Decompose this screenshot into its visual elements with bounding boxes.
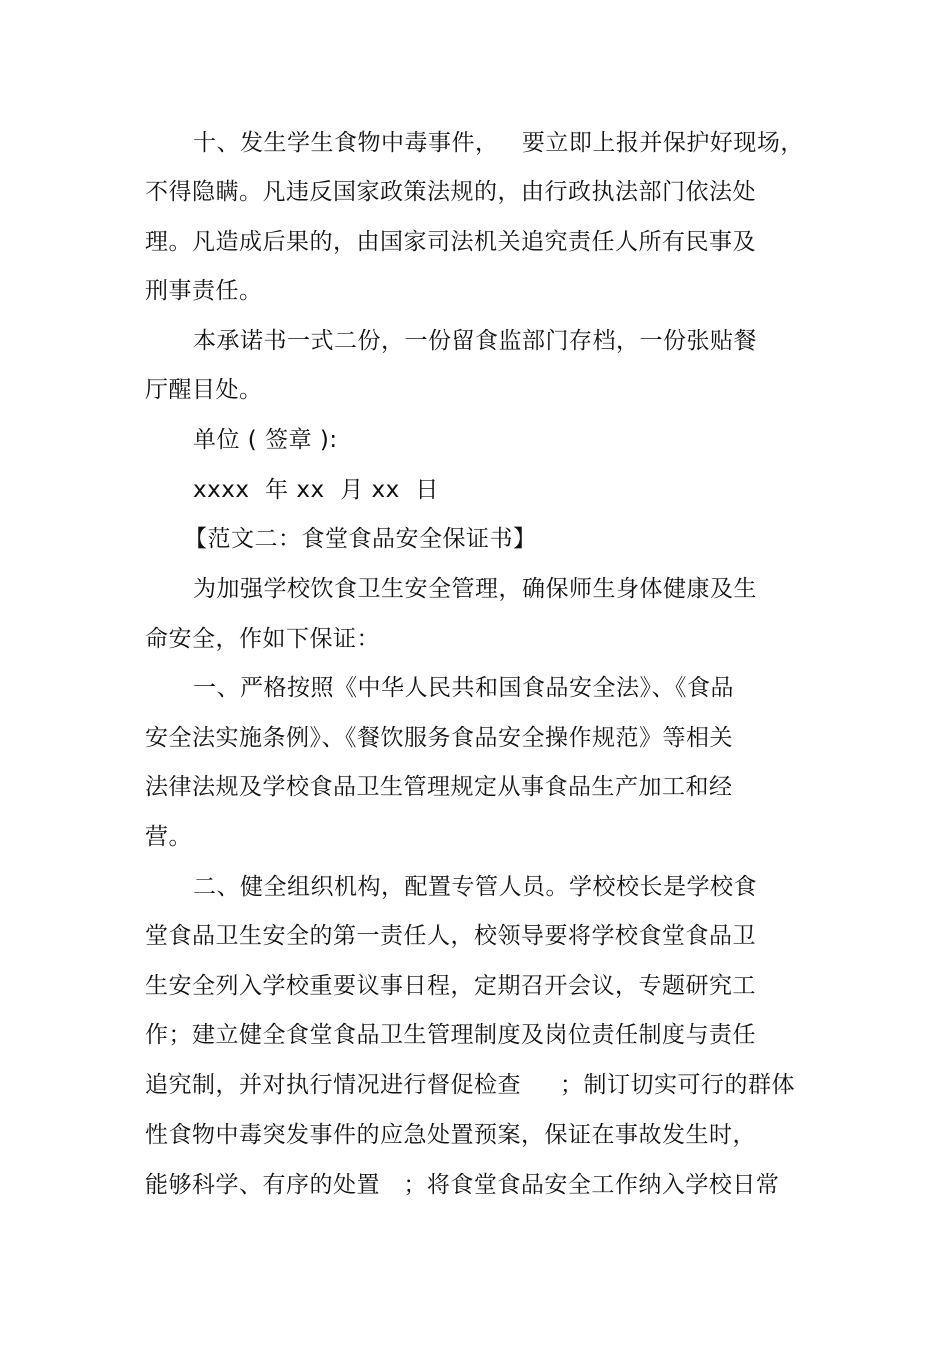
item-2-line-5: 追究制，并对执行情况进行督促检查 ；制订切实可行的群体 [145, 1072, 796, 1098]
paragraph-10-line-3: 理。凡造成后果的，由国家司法机关追究责任人所有民事及 [145, 229, 756, 255]
item-1-line-4: 营。 [145, 824, 192, 850]
section-heading: 【范文二：食堂食品安全保证书】 [184, 526, 537, 552]
item-2-line-7: 能够科学、有序的处置 ；将食堂食品安全工作纳入学校日常 [145, 1172, 780, 1198]
paragraph-10-line-1: 十、发生学生食物中毒事件， 要立即上报并保护好现场， [193, 130, 804, 156]
item-2-line-2: 堂食品卫生安全的第一责任人，校领导要将学校食堂食品卫 [145, 923, 756, 949]
paragraph-10-line-4: 刑事责任。 [145, 278, 263, 304]
item-2-line-1: 二、健全组织机构，配置专管人员。学校校长是学校食 [193, 874, 757, 900]
copies-note-line-1: 本承诺书一式二份，一份留食监部门存档，一份张贴餐 [193, 328, 757, 354]
signature-unit: 单位 ( 签章 ): [193, 427, 338, 453]
item-1-line-3: 法律法规及学校食品卫生管理规定从事食品生产加工和经 [145, 774, 733, 800]
item-1-line-2: 安全法实施条例》、《餐饮服务食品安全操作规范》等相关 [145, 725, 733, 751]
signature-date: xxxx 年 xx 月 xx 日 [193, 477, 439, 503]
copies-note-line-2: 厅醒目处。 [145, 377, 263, 403]
intro-line-1: 为加强学校饮食卫生安全管理，确保师生身体健康及生 [193, 576, 757, 602]
intro-line-2: 命安全，作如下保证： [145, 626, 380, 652]
item-2-line-4: 作；建立健全食堂食品卫生管理制度及岗位责任制度与责任 [145, 1022, 756, 1048]
item-2-line-3: 生安全列入学校重要议事日程，定期召开会议，专题研究工 [145, 973, 756, 999]
paragraph-10-line-2: 不得隐瞒。凡违反国家政策法规的，由行政执法部门依法处 [145, 179, 756, 205]
item-1-line-1: 一、严格按照《中华人民共和国食品安全法》、《食品 [193, 675, 734, 701]
item-2-line-6: 性食物中毒突发事件的应急处置预案，保证在事故发生时， [145, 1122, 756, 1148]
